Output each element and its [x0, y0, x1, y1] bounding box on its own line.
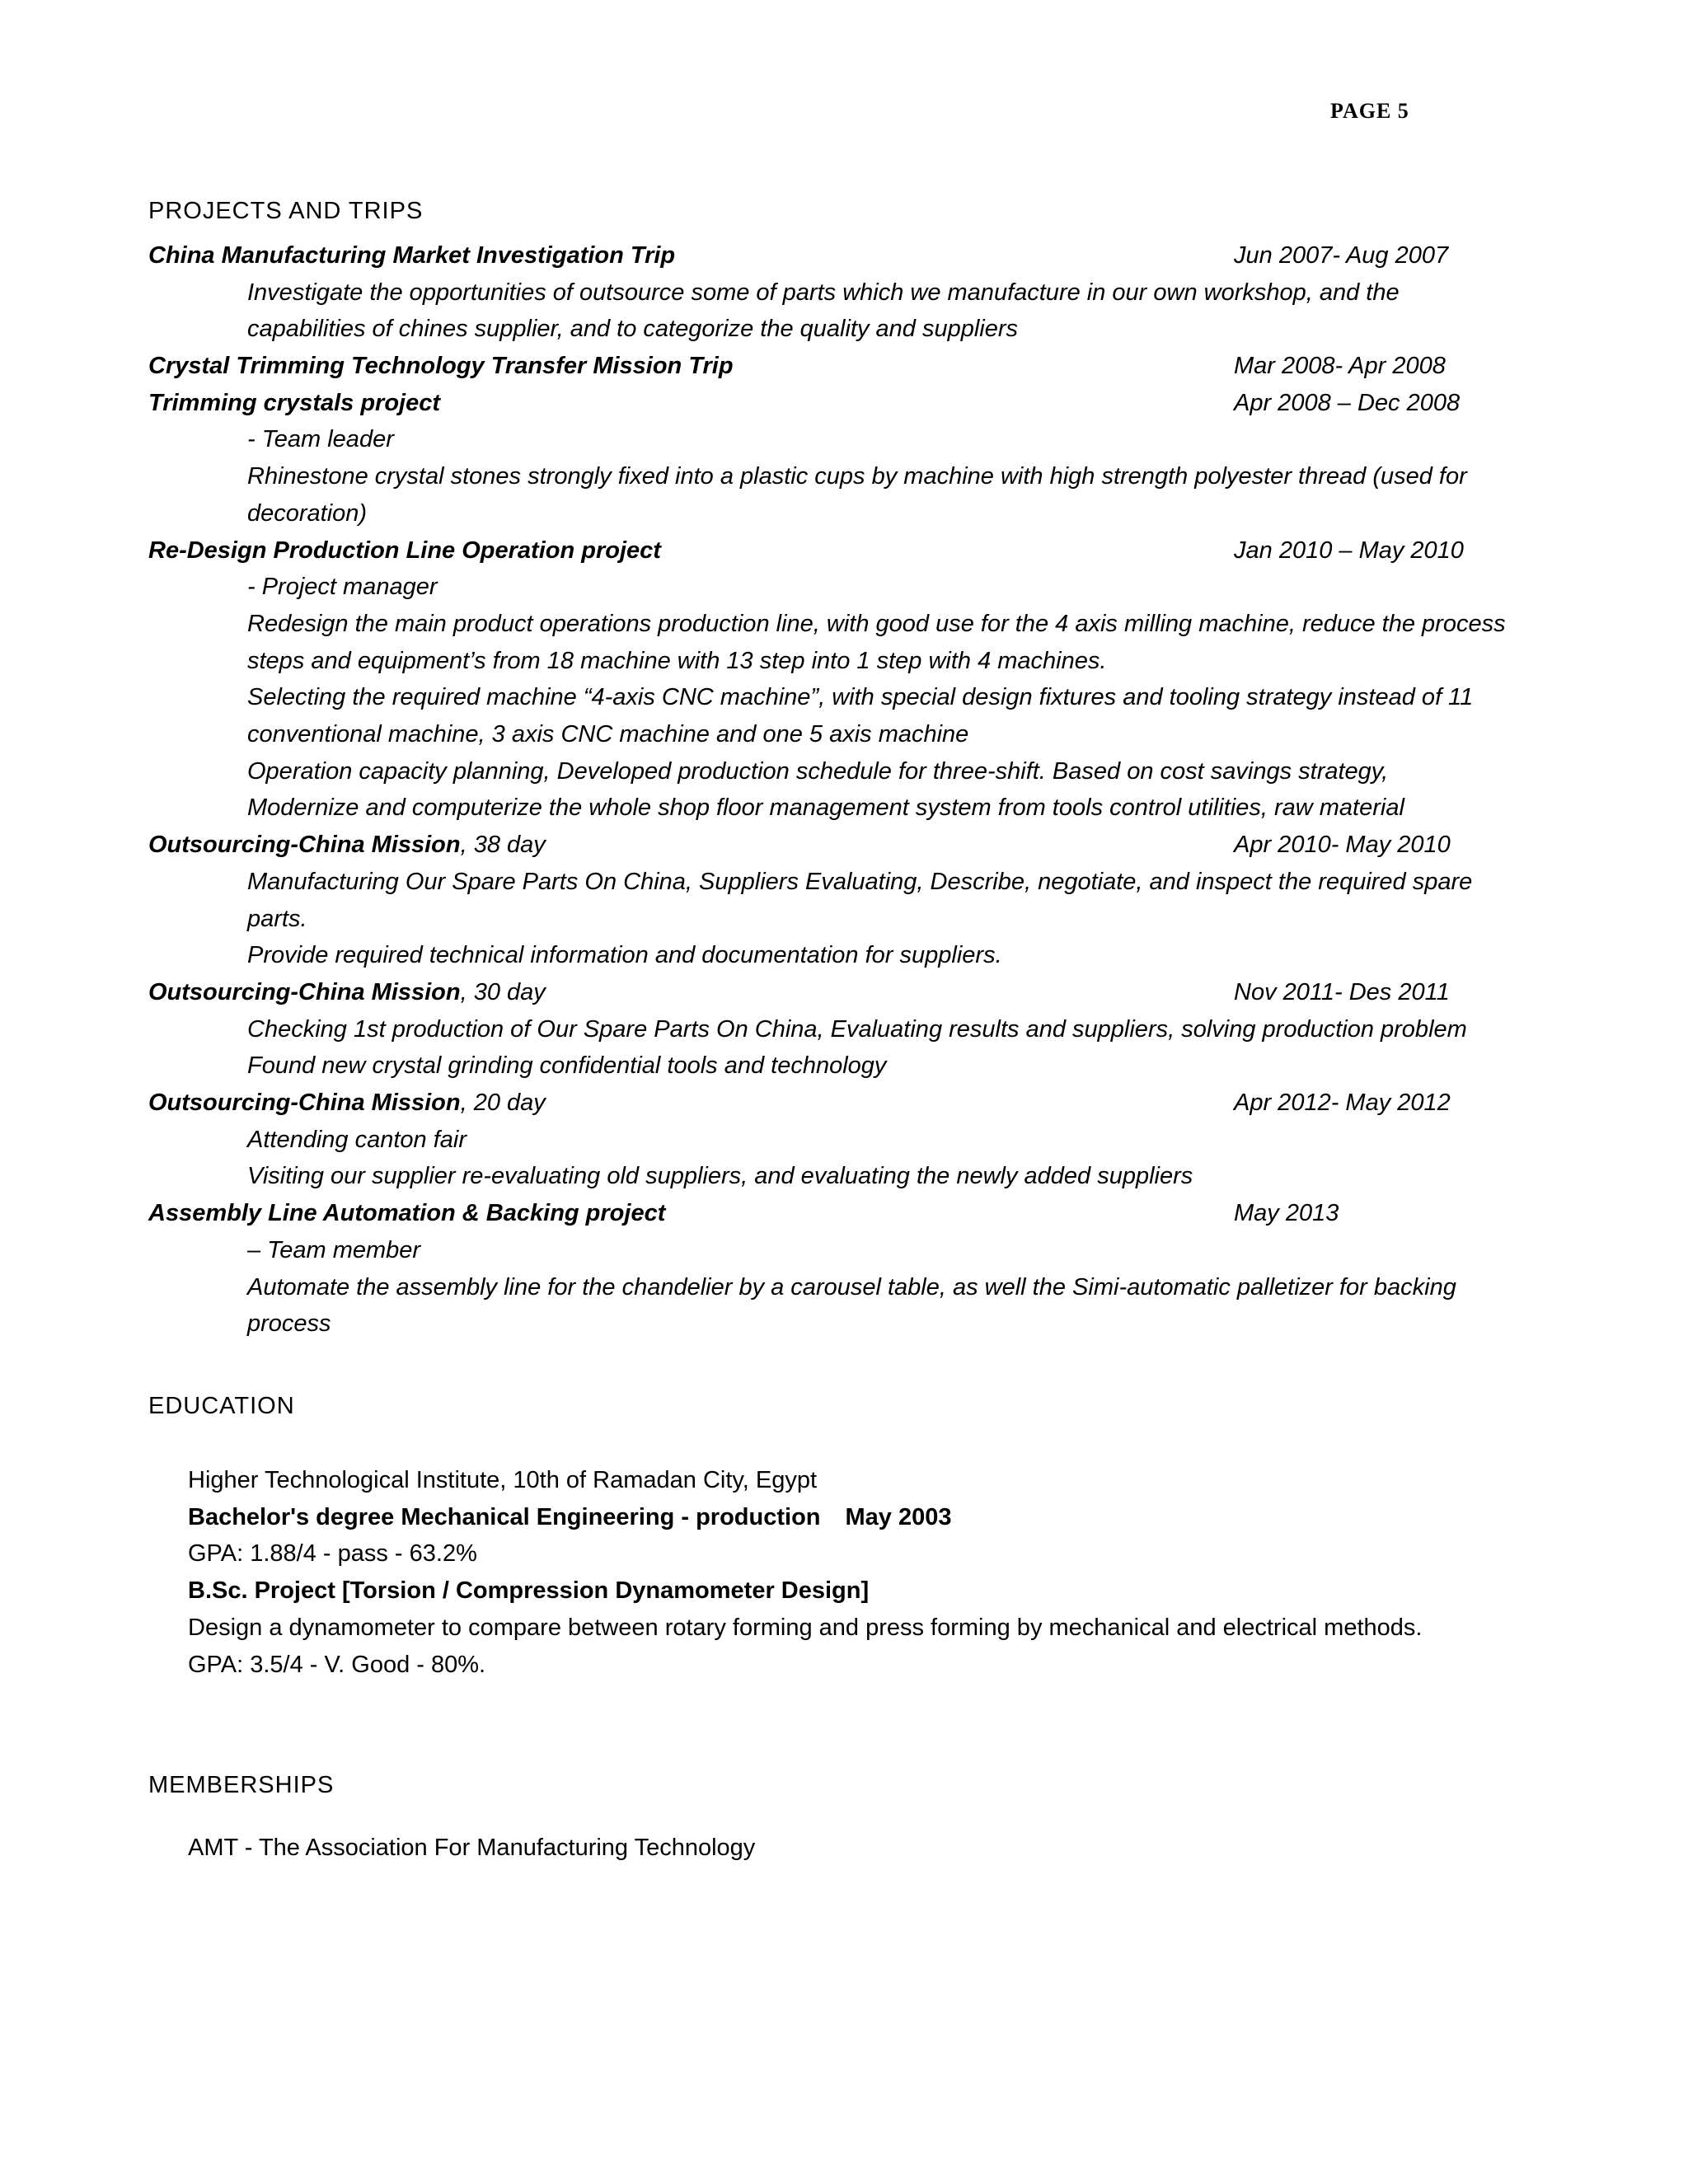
project-date: Jun 2007- Aug 2007	[1234, 242, 1449, 269]
project-detail: – Team member	[247, 1236, 421, 1263]
memberships-list	[188, 1830, 755, 1867]
project-detail: Found new crystal grinding confidential tools and technology	[247, 1052, 887, 1080]
membership-item: AMT - The Association For Manufacturing Technology	[188, 1835, 756, 1861]
project-duration: , 20 day	[460, 1090, 546, 1117]
education-block	[188, 1462, 1606, 1683]
education-institution: Higher Technological Institute, 10th of Ramadan City, Egypt	[188, 1467, 818, 1493]
project-detail: - Team leader	[247, 426, 394, 453]
project-title: Trimming crystals project	[148, 389, 441, 416]
project-title: Re-Design Production Line Operation project	[148, 537, 661, 564]
project-entry-header	[148, 1085, 1550, 1122]
project-entry-header	[148, 827, 1550, 864]
project-date: Apr 2012- May 2012	[1234, 1090, 1451, 1117]
project-detail: Visiting our supplier re-evaluating old suppliers, and evaluating the newly added suppliers	[247, 1163, 1193, 1190]
project-detail: Redesign the main product operations production line, with good use for the 4 axis milling machine, reduce the process steps and equipment’s from 18 machine with 13 step into 1 step with 4 machines.	[247, 610, 1506, 674]
project-detail: Provide required technical information and documentation for suppliers.	[247, 942, 1002, 969]
project-entry-header	[148, 348, 1550, 385]
education-degree-date: May 2003	[845, 1503, 952, 1530]
education-gpa: GPA: 1.88/4 - pass - 63.2%	[188, 1540, 477, 1568]
education-heading: EDUCATION	[148, 1393, 295, 1419]
project-detail: Automate the assembly line for the chandelier by a carousel table, as well the Simi-automatic palletizer for backing process	[247, 1273, 1456, 1338]
project-detail: Selecting the required machine “4-axis CNC machine”, with special design fixtures and tooling strategy instead of 11 conventional machine, 3 axis CNC machine and one 5 axis machine	[247, 684, 1474, 748]
page-number: PAGE 5	[1330, 99, 1409, 123]
education-project-description: Design a dynamometer to compare between rotary forming and press forming by mechanical and electrical methods.	[188, 1614, 1423, 1641]
project-detail: Rhinestone crystal stones strongly fixed into a plastic cups by machine with high strength polyester thread (used for decoration)	[247, 463, 1467, 527]
project-entry-header	[148, 1195, 1550, 1232]
project-title: Outsourcing-China Mission	[148, 978, 461, 1005]
education-project-gpa: GPA: 3.5/4 - V. Good - 80%.	[188, 1651, 486, 1678]
project-detail: Checking 1st production of Our Spare Parts On China, Evaluating results and suppliers, solving production problem	[247, 1015, 1467, 1043]
project-title: Outsourcing-China Mission	[148, 1090, 461, 1117]
projects-heading: PROJECTS AND TRIPS	[148, 198, 424, 224]
project-duration: , 38 day	[460, 832, 546, 859]
projects-list	[148, 237, 1550, 1343]
project-date: Apr 2010- May 2010	[1234, 832, 1451, 859]
project-title: Outsourcing-China Mission	[148, 832, 461, 859]
project-date: May 2013	[1234, 1200, 1339, 1227]
project-title: China Manufacturing Market Investigation Trip	[148, 242, 676, 269]
project-entry-header	[148, 237, 1550, 274]
project-detail: Operation capacity planning, Developed production schedule for three-shift. Based on cost savings strategy,	[247, 757, 1389, 785]
project-date: Nov 2011- Des 2011	[1234, 978, 1450, 1005]
project-date: Jan 2010 – May 2010	[1234, 537, 1464, 564]
memberships-heading: MEMBERSHIPS	[148, 1772, 335, 1798]
project-detail: Modernize and computerize the whole shop floor management system from tools control utilities, raw material	[247, 794, 1404, 822]
project-detail: Attending canton fair	[247, 1126, 467, 1153]
project-detail: - Project manager	[247, 574, 438, 601]
education-degree-line	[188, 1499, 1606, 1536]
project-entry-header	[148, 532, 1550, 569]
project-title: Assembly Line Automation & Backing project	[148, 1200, 666, 1227]
project-entry-header	[148, 974, 1550, 1011]
project-detail: Investigate the opportunities of outsource some of parts which we manufacture in our own workshop, and the capabilities of chines supplier, and to categorize the quality and suppliers	[247, 279, 1400, 343]
education-project-title: B.Sc. Project [Torsion / Compression Dynamometer Design]	[188, 1577, 870, 1605]
project-entry-header	[148, 385, 1550, 422]
project-detail: Manufacturing Our Spare Parts On China, Suppliers Evaluating, Describe, negotiate, and inspect the required spare parts.	[247, 868, 1473, 932]
project-date: Apr 2008 – Dec 2008	[1234, 389, 1461, 416]
project-duration: , 30 day	[460, 978, 546, 1005]
project-title: Crystal Trimming Technology Transfer Mission Trip	[148, 353, 734, 380]
education-degree: Bachelor's degree Mechanical Engineering - production	[188, 1503, 821, 1530]
project-date: Mar 2008- Apr 2008	[1234, 353, 1446, 380]
